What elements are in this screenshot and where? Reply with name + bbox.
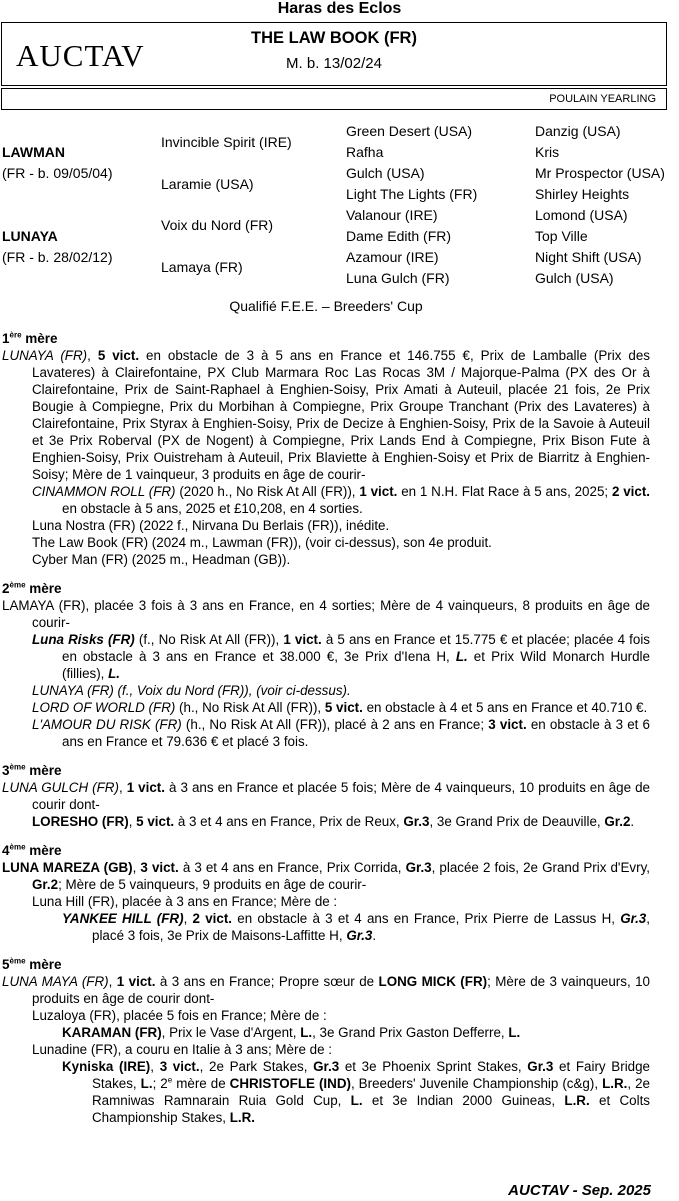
dam-paragraph: LUNAYA (FR), 5 vict. en obstacle de 3 à 5 ans en France et 146.755 €, Prix de Lamballe (Prix des Lavateres) à Clairefontaine, PX Club Marmara Roc Las Rocas 3M / Majorque-Palma (PX des Or à Clairefontaine, Prix de Saint-Raphael à Enghien-Soisy, Prix Amati à Auteuil, placée 21 fois, 2e Prix Bougie à Compiegne, Prix du Morbihan à Compiegne, Prix Groupe Tranchant (Prix des Lavateres) à Clairefontaine, Prix Styrax à Enghien-Soisy, Prix de Decize à Enghien-Soisy, Prix de la Savoie à Auteuil et 3e Prix Roberval (PX de Nogent) à Compiegne, Prix Lands End à Compiegne, Prix Bison Fute à Enghien-Soisy, Prix Ouistreham à Auteuil, Prix Blaviette à Enghien-Soisy et Prix de Biarritz à Enghien-Soisy; Mère de 1 vainqueur, 3 produits en âge de courir- <box>2 348 650 482</box>
produce-entry: Luzaloya (FR), placée 5 fois en France; Mère de : <box>32 1008 327 1023</box>
section-title: 4ème mère <box>2 842 62 858</box>
catalogue-header <box>1 22 667 86</box>
dam-paragraph: LAMAYA (FR), placée 3 fois à 3 ans en France, en 4 sorties; Mère de 4 vainqueurs, 8 produits en âge de courir- <box>2 598 650 630</box>
auctav-logo: AUCTAV <box>16 38 145 73</box>
gen4-ancestor: Top Ville <box>535 228 588 244</box>
section-title: 3ème mère <box>2 762 62 778</box>
category-label: POULAIN YEARLING <box>549 93 656 105</box>
section-fifth-dam <box>2 956 650 1126</box>
qualification-note: Qualifié F.E.E. – Breeders' Cup <box>229 298 423 314</box>
produce-entry: Kyniska (IRE), 3 vict., 2e Park Stakes, Gr.3 et 3e Phoenix Sprint Stakes, Gr.3 et Fairy Bridge Stakes, L.; 2e mère de CHRISTOFLE (IND), Breeders' Juvenile Championship (c&g), L.R., 2e Ramniwas Ramnarain Ruia Gold Cup, L. et 3e Indian 2000 Guineas, L.R. et Colts Championship Stakes, L.R. <box>62 1059 651 1125</box>
produce-entry: YANKEE HILL (FR), 2 vict. en obstacle à 3 et 4 ans en France, Prix Pierre de Lassus H, Gr.3, placé 3 fois, 3e Prix de Maisons-Laffitte H, Gr.3. <box>62 911 650 943</box>
dam-paragraph: LUNA MAREZA (GB), 3 vict. à 3 et 4 ans en France, Prix Corrida, Gr.3, placée 2 fois, 2e Grand Prix d'Evry, Gr.2; Mère de 5 vainqueurs, 9 produits en âge de courir- <box>2 860 650 892</box>
produce-entry: L'AMOUR DU RISK (FR) (h., No Risk At All (FR)), placé à 2 ans en France; 3 vict. en obstacle à 3 et 6 ans en France et 79.636 € et placé 3 fois. <box>32 717 650 749</box>
section-first-dam <box>2 330 650 568</box>
produce-entry: LUNAYA (FR) (f., Voix du Nord (FR)), (voir ci-dessus). <box>32 683 351 698</box>
section-third-dam <box>2 762 650 830</box>
dam-paragraph: LUNA GULCH (FR), 1 vict. à 3 ans en France et placée 5 fois; Mère de 4 vainqueurs, 10 produits en âge de courir dont- <box>2 780 650 812</box>
section-title: 5ème mère <box>2 956 62 972</box>
gen4-ancestor: Shirley Heights <box>535 186 630 202</box>
dam-name: LUNAYA <box>2 228 58 244</box>
gen2-ancestor: Invincible Spirit (IRE) <box>161 134 292 150</box>
gen4-ancestor: Night Shift (USA) <box>535 249 642 265</box>
gen3-ancestor: Luna Gulch (FR) <box>346 270 450 286</box>
gen4-ancestor: Lomond (USA) <box>535 207 628 223</box>
dam-detail: (FR - b. 28/02/12) <box>2 249 113 265</box>
gen4-ancestor: Kris <box>535 144 560 160</box>
category-bar <box>1 88 667 110</box>
gen3-ancestor: Azamour (IRE) <box>346 249 439 265</box>
produce-entry: Luna Hill (FR), placée à 3 ans en France; Mère de : <box>32 894 338 909</box>
dam-paragraph: LUNA MAYA (FR), 1 vict. à 3 ans en France; Propre sœur de LONG MICK (FR); Mère de 3 vainqueurs, 10 produits en âge de courir dont- <box>2 974 650 1006</box>
section-title: 1ère mère <box>2 330 58 346</box>
gen4-ancestor: Mr Prospector (USA) <box>535 165 665 181</box>
section-fourth-dam <box>2 842 650 944</box>
produce-entry: Cyber Man (FR) (2025 m., Headman (GB)). <box>32 552 291 567</box>
gen3-ancestor: Light The Lights (FR) <box>346 186 478 202</box>
gen2-ancestor: Laramie (USA) <box>161 176 254 192</box>
stud-title: Haras des Eclos <box>277 0 402 17</box>
gen3-ancestor: Valanour (IRE) <box>346 207 438 223</box>
gen2-ancestor: Lamaya (FR) <box>161 259 243 275</box>
gen3-ancestor: Dame Edith (FR) <box>346 228 452 244</box>
page-footer: AUCTAV - Sep. 2025 <box>508 1182 651 1199</box>
gen3-ancestor: Green Desert (USA) <box>346 123 473 139</box>
gen2-ancestor: Voix du Nord (FR) <box>161 217 274 233</box>
produce-entry: LORESHO (FR), 5 vict. à 3 et 4 ans en France, Prix de Reux, Gr.3, 3e Grand Prix de Deauville, Gr.2. <box>32 814 635 829</box>
produce-entry: The Law Book (FR) (2024 m., Lawman (FR)), (voir ci-dessus), son 4e produit. <box>32 535 492 550</box>
gen4-ancestor: Gulch (USA) <box>535 270 614 286</box>
produce-entry: LORD OF WORLD (FR) (h., No Risk At All (FR)), 5 vict. en obstacle à 4 et 5 ans en France et 40.710 €. <box>32 700 648 715</box>
horse-name: THE LAW BOOK (FR) <box>251 29 417 47</box>
sire-detail: (FR - b. 09/05/04) <box>2 165 113 181</box>
horse-sex-colour-dob: M. b. 13/02/24 <box>286 55 382 72</box>
produce-entry: CINAMMON ROLL (FR) (2020 h., No Risk At All (FR)), 1 vict. en 1 N.H. Flat Race à 5 ans, 2025; 2 vict. en obstacle à 5 ans, 2025 et £10,208, en 4 sorties. <box>32 484 650 516</box>
section-title: 2ème mère <box>2 580 62 596</box>
sire-name: LAWMAN <box>2 144 65 160</box>
produce-entry: Luna Nostra (FR) (2022 f., Nirvana Du Berlais (FR)), inédite. <box>32 518 390 533</box>
gen4-ancestor: Danzig (USA) <box>535 123 621 139</box>
produce-entry: KARAMAN (FR), Prix le Vase d'Argent, L., 3e Grand Prix Gaston Defferre, L. <box>62 1025 521 1040</box>
produce-entry: Luna Risks (FR) (f., No Risk At All (FR)), 1 vict. à 5 ans en France et 15.775 € et placée; placée 4 fois en obstacle à 3 ans en France et 38.000 €, 3e Prix d'Iena H, L. et Prix Wild Monarch Hurdle (fillies), L. <box>32 632 651 681</box>
gen3-ancestor: Rafha <box>346 144 384 160</box>
family-notes <box>2 330 650 1138</box>
section-second-dam <box>2 580 650 750</box>
produce-entry: Lunadine (FR), a couru en Italie à 3 ans; Mère de : <box>32 1042 332 1057</box>
gen3-ancestor: Gulch (USA) <box>346 165 425 181</box>
